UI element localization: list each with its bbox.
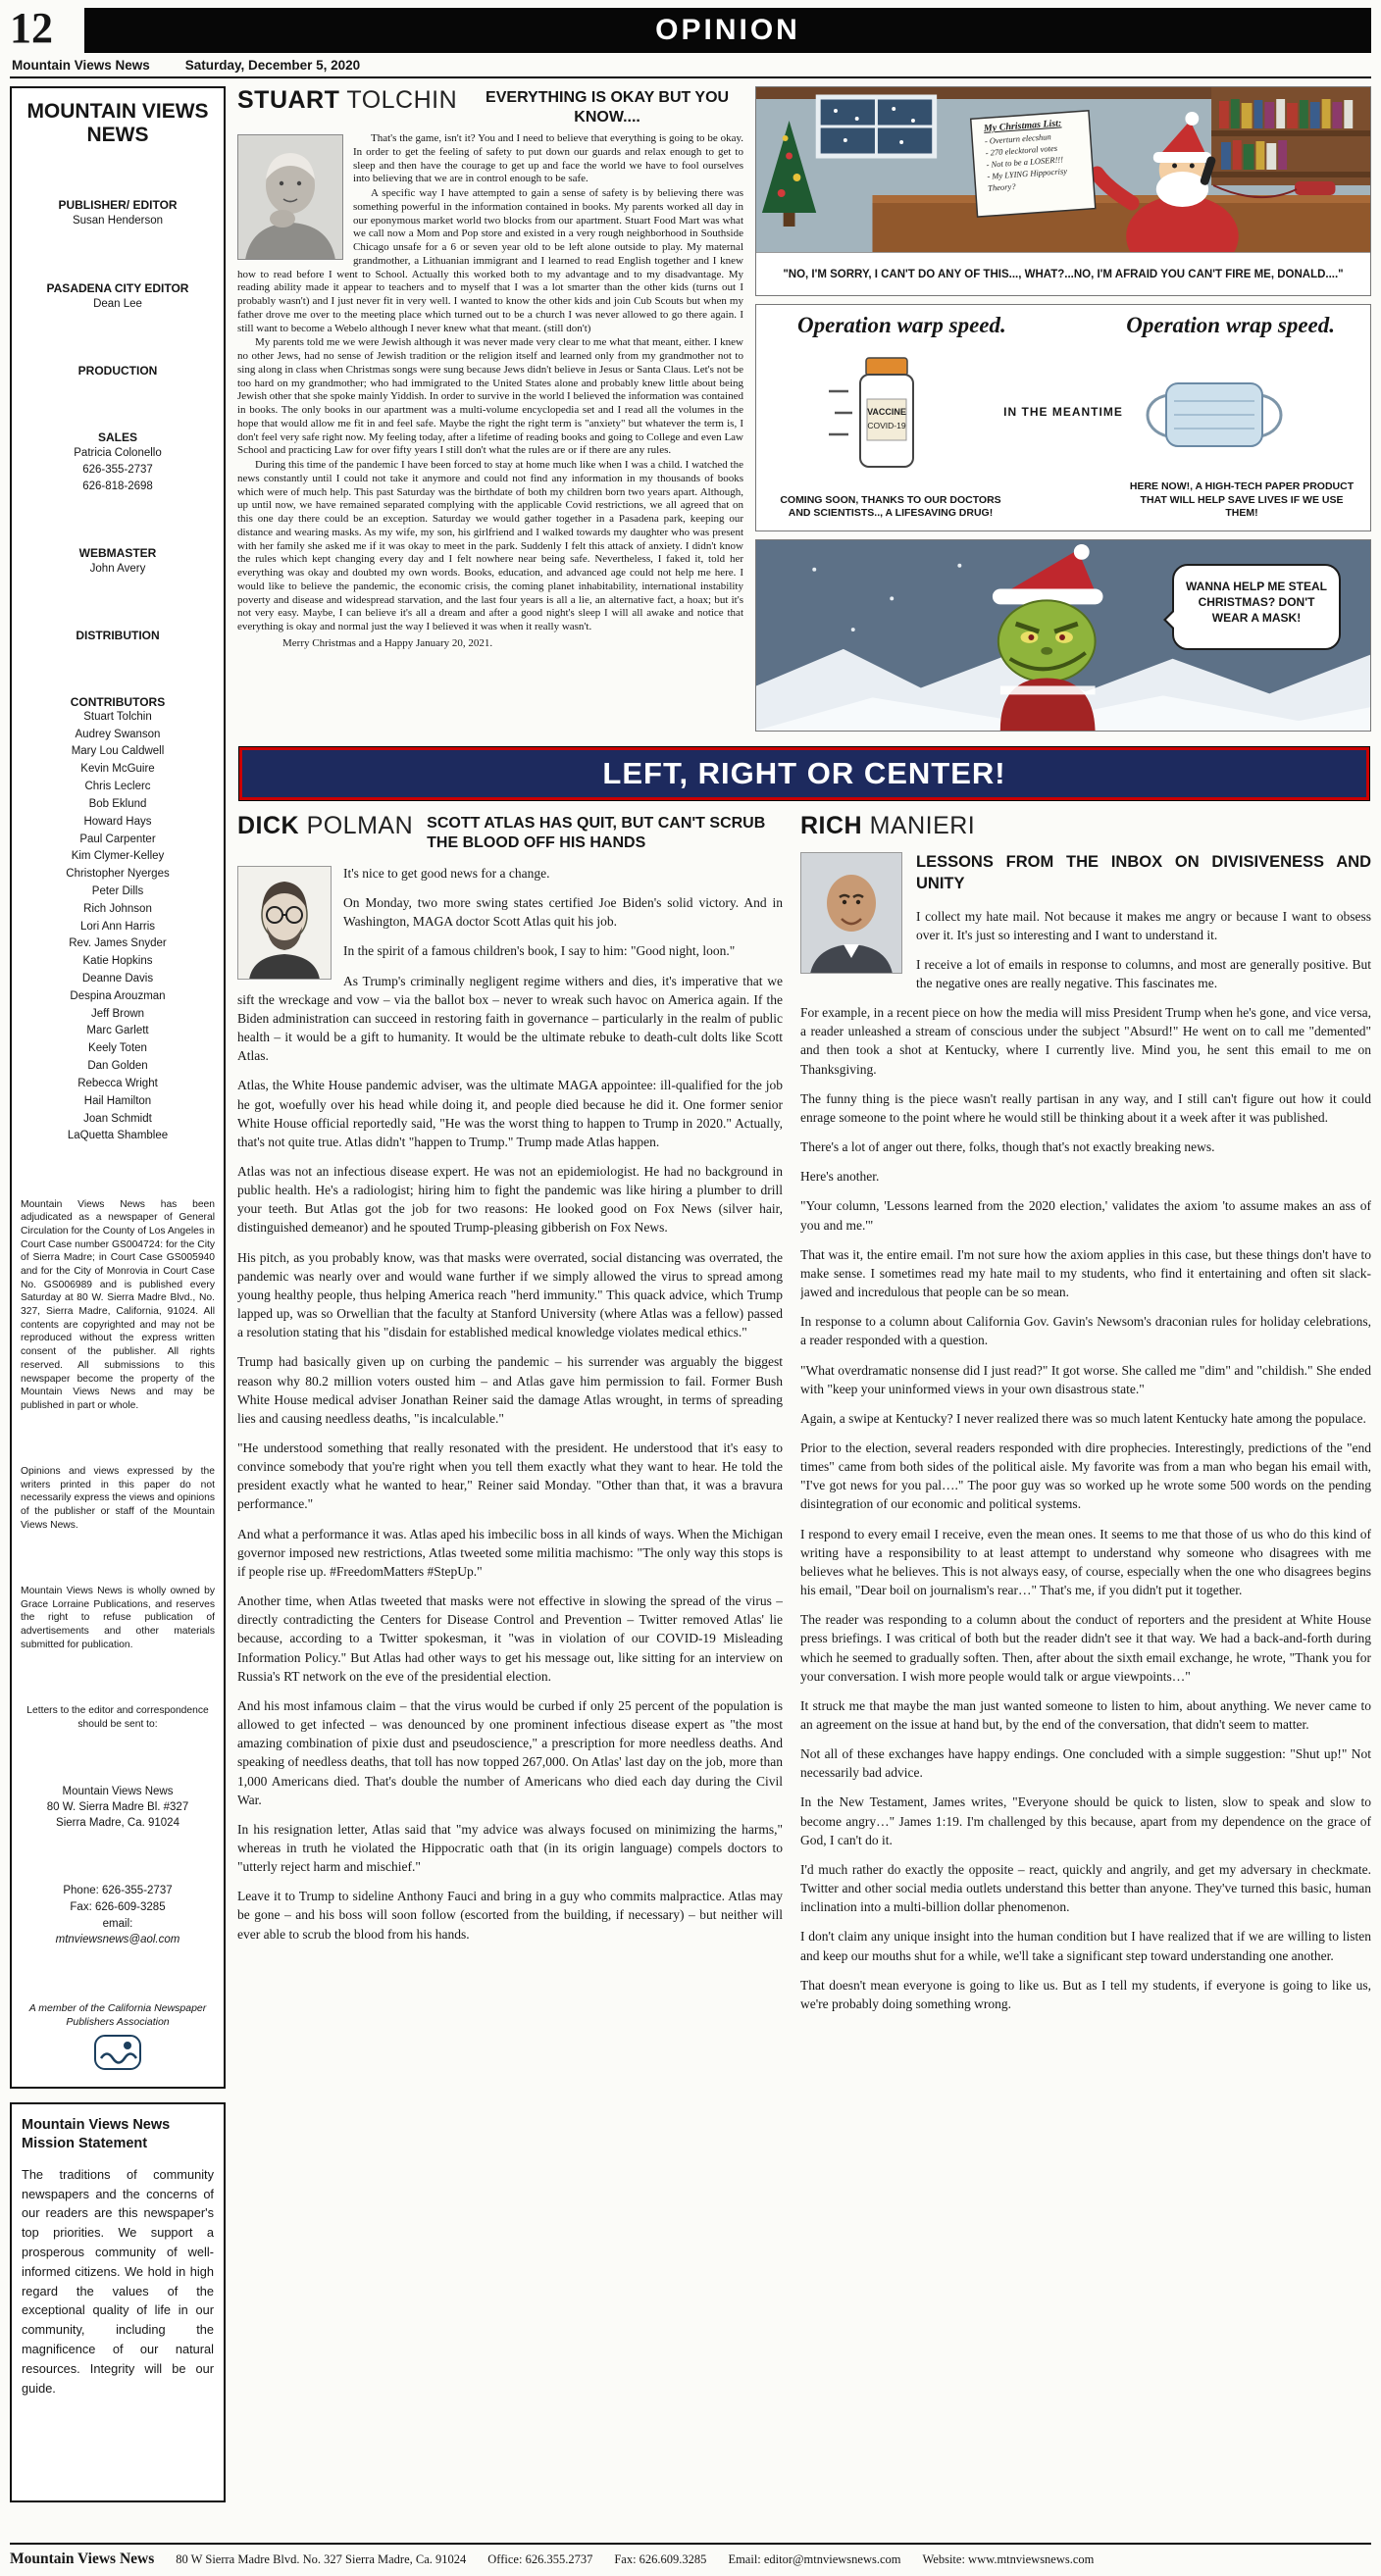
email-label: email: (102, 1917, 133, 1930)
contributor-name: Katie Hopkins (82, 955, 153, 968)
warp-speed-caption: COMING SOON, THANKS TO OUR DOCTORS AND SCIENTISTS.., A LIFESAVING DRUG! (780, 493, 1001, 520)
contributor-name: Rich Johnson (83, 902, 152, 915)
contributor-name: Bob Eklund (88, 797, 147, 810)
body-paragraph: It's nice to get good news for a change. (343, 865, 550, 881)
body-paragraph: Again, a swipe at Kentucky? I never realized there was so much latent Kentucky hate among the populace. (800, 1410, 1366, 1426)
body-paragraph: I'd much rather do exactly the opposite – react, quickly and angrily, and get my adversary in checkmate. Twitter and other social media outlets understand this better than anyone. They've turned this basic, human inclination into a multi-billion dollar phenomenon. (800, 1861, 1371, 1915)
manieri-paragraphs (800, 907, 1371, 2014)
body-paragraph: It struck me that maybe the man just wanted someone to listen to him, about anything. We never came to an agreement on the issue at hand but, by the end of the conversation, that didn't seem to matter. (800, 1697, 1371, 1732)
body-paragraph: For example, in a recent piece on how the media will miss President Trump when he's gone, and vice versa, a reader unleashed a stream of conscious under the subject "Absurd!" He went on to call me "demented" and then took a shot at Kentucky, where I currently live. Mind you, he sent this email to me on Thanksgiving. (800, 1005, 1371, 1077)
body-paragraph: Here's another. (800, 1169, 880, 1185)
legal-text-adjudication: Mountain Views News has been adjudicated as a newspaper of General Circulation for the County of Los Angeles in Court Case number GS004724: for the City of Sierra Madre; in Court Case GS005940 and for the City of Monrovia in Court Case No. GS006989 and is published every Saturday at 80 W. Sierra Madre Blvd., No. 327, Sierra Madre, California, 91024. All contents are copyrighted and may not be reproduced without the express written consent of the publisher. All rights reserved. All submissions to this newspaper become the property of the Mountain Views News and may be published in part or whole. (21, 1198, 215, 1411)
contributor-name: Deanne Davis (81, 973, 154, 985)
author-first-name: DICK (237, 812, 300, 839)
body-paragraph: That doesn't mean everyone is going to like us. But as I tell my students, if everyone is going to like us, we're probably doing something wrong. (800, 1977, 1371, 2011)
contributor-name: Paul Carpenter (79, 833, 156, 845)
body-paragraph: During this time of the pandemic I have been forced to stay at home much like when I was a child. I watched the news constantly until I could not take it anymore and could not find any information in my thousands of books which were of much help. This past Saturday was the birthdate of both my children born two years apart. Although, up until now, we have remained separated complying with the applicable Covid restrictions, we all agreed that on this one day there could be an exception. Saturday we would gather together in a Pasadena park, keeping our distance and wearing masks. As my wife, my son, his girlfriend and I walked towards my daughter who was present with her family she asked me if it was okay to meet in the park. Suddenly I felt this attack of anxiety. I didn't know the rules which kept changing every day and I felt nowhere near being safe. Nevertheless, I faked it, told her everything was okay and doubted my own words. Books, education, and advanced age could not help me here. I would like to believe the pandemic, the economic crisis, the coming planet inhabitability, international instability poverty and disease and widespread starvation, and the last four years is all a lie, an alternative fact, a hoax; but it's not very easy. Maybe, I can believe it's all a dream and after a good night's sleep I will all awake and notice that everything is okay and normal just the way I believed it was when it really wasn't. (237, 459, 743, 633)
body-paragraph: That was it, the entire email. I'm not sure how the axiom applies in this case, but these things don't have to make sense. I sometimes read my hate mail to my students, who find it entertaining and often sit slack-jawed and incredulous that people can be so mean. (800, 1246, 1371, 1300)
page-header (10, 4, 1371, 78)
author-first-name: RICH (800, 812, 863, 839)
contributors-block (21, 695, 215, 1145)
body-paragraph: I collect my hate mail. Not because it makes me angry or because I want to obsess over it. It's just so interesting and I want to understand it. (916, 908, 1371, 942)
polman-column (237, 812, 783, 2491)
contributor-name: Hail Hamilton (83, 1094, 152, 1107)
manieri-body (800, 848, 1371, 2013)
vial-label-line1: VACCINE (867, 407, 906, 417)
vaccine-vial-icon (827, 352, 945, 474)
page-footer (10, 2543, 1371, 2568)
contributor-name: LaQuetta Shamblee (67, 1130, 169, 1142)
body-paragraph: I respond to every email I receive, even the mean ones. It seems to me that those of us who do this kind of writing have a responsibility to at least attempt to understand why someone who disagrees with me believes what he believes. This is not always easy, of course, especially when the one who disagrees begins his email, "Dear boil on journalism's rear…" That's me, if you didn't put it together. (800, 1526, 1371, 1598)
contributor-name: Rebecca Wright (77, 1077, 158, 1089)
contributor-name: Lori Ann Harris (79, 920, 156, 933)
tolchin-closing: Merry Christmas and a Happy January 20, 2021. (282, 636, 493, 649)
meantime-label: IN THE MEANTIME (1003, 405, 1123, 419)
webmaster-name: John Avery (89, 562, 146, 575)
contributors-list (21, 709, 215, 1145)
manieri-column (800, 812, 1371, 2491)
contributor-name: Joan Schmidt (83, 1112, 152, 1125)
grinch-cartoon (755, 539, 1371, 732)
contributor-name: Audrey Swanson (75, 728, 161, 740)
tolchin-column (237, 86, 743, 732)
footer-email: Email: editor@mtnviewsnews.com (728, 2552, 901, 2566)
sales-name: Patricia Colonello (74, 446, 162, 459)
content-area (237, 86, 1371, 2502)
body-paragraph: Not all of these exchanges have happy endings. One concluded with a simple suggestion: "Shut up!" Not necessarily bad advice. (800, 1746, 1371, 1781)
body-paragraph: A specific way I have attempted to gain a sense of safety is by believing there was something powerful in the information contained in books. My parents worked all day in our eponymous market world two blocks from our apartment. Stuart Food Mart was what we call now a Mom and Pop store and existed in a very rough neighborhood in Southside Chicago unsafe for a 6 or seven year old to be left alone outside to play. My maternal grandmother, a Lithuanian immigrant and I learned to read English together and I knew how to read before I went to School. Actually this worked both to my advantage and to my disadvantage. My reading ability made it appear to teachers and to myself that I was a lot smarter than the other kids (turns out I probably wasn't) and I just never fit in very well. I wanted to know the other kids and join Cub Scouts but when my father drove me over to the meeting place which turned out to be a church I was never allowed to go there again. I still want to become a Webelo although I never knew what that meant. (still don't) (237, 187, 743, 334)
sales-block (21, 430, 215, 494)
mission-statement-box (10, 2102, 226, 2502)
christmas-list-item: - 270 elecktoral votes (985, 142, 1058, 158)
masthead-date-line (10, 53, 1371, 78)
author-last-name: TOLCHIN (346, 86, 458, 114)
polman-headline: SCOTT ATLAS HAS QUIT, BUT CAN'T SCRUB THE BLOOD OFF HIS HANDS (427, 815, 766, 852)
body-paragraph: On Monday, two more swing states certified Joe Biden's solid victory. And in Washington, MAGA doctor Scott Atlas quit his job. (343, 895, 783, 930)
wrap-speed-title: Operation wrap speed. (1126, 313, 1335, 337)
body-paragraph: Another time, when Atlas tweeted that masks were not effective in slowing the spread of the virus – directly contradicting the Centers for Disease Control and Prevention – Twitter removed Atlas' lie because, according to a Twitter spokesman, it "was in violation of our COVID-19 Misleading Information Policy." But Atlas had other ways to get his message out, like sitting for an interview on Russia's RT network on the eve of the presidential election. (237, 1593, 783, 1684)
body-paragraph: In the New Testament, James writes, "Everyone should be quick to listen, slow to speak and slow to become angry…" James 1:19. I'm challenged by this because, apart from my dependence on the grace of God, I can't do it. (800, 1794, 1371, 1847)
body-paragraph: And what a performance it was. Atlas aped his imbecilic boss in all kinds of ways. When the Michigan governor imposed new restrictions, Atlas tweeted some militia machismo: "The only way this stops is if people rise up. #FreedomMatters #StepUp." (237, 1526, 783, 1579)
city-editor-label: PASADENA CITY EDITOR (46, 280, 189, 295)
sales-label: SALES (97, 429, 137, 444)
publisher-name: Susan Henderson (72, 215, 164, 227)
contact-block (21, 1883, 215, 1948)
christmas-list-item: - Not to be a LOSER!!! (986, 154, 1064, 170)
warp-wrap-speed-cartoon (755, 304, 1371, 531)
contributors-label: CONTRIBUTORS (70, 694, 166, 709)
left-right-center-banner: LEFT, RIGHT OR CENTER! (239, 747, 1369, 800)
manieri-photo (800, 852, 902, 974)
polman-byline (237, 812, 413, 840)
christmas-list (984, 116, 1097, 194)
polman-photo (237, 866, 332, 980)
contributor-name: Keely Toten (88, 1042, 147, 1055)
body-paragraph: "What overdramatic nonsense did I just read?" It got worse. She called me "dim" and "childish." She ended with "keep your uninformed views in your own disastrous state." (800, 1362, 1371, 1396)
contributor-name: Marc Garlett (86, 1025, 149, 1037)
address-line: 80 W. Sierra Madre Bl. #327 (46, 1800, 189, 1813)
tolchin-body (237, 132, 743, 727)
body-paragraph: Prior to the election, several readers responded with dire prophecies. Interestingly, predictions of the "end times" came from both sides of the political aisle. My favorite was from a man who began his email with, "I've got news for you pal…." The poor guy was so worked up he wrote some 500 words on the pending disintegration of our economic and political systems. (800, 1440, 1371, 1512)
fax-number: Fax: 626-609-3285 (70, 1901, 166, 1914)
christmas-list-title: My Christmas List: (983, 118, 1062, 134)
footer-website: Website: www.mtnviewsnews.com (922, 2552, 1095, 2566)
cartoons-column (755, 86, 1371, 732)
grinch-speech-bubble: WANNA HELP ME STEAL CHRISTMAS? DON'T WEAR A MASK! (1172, 564, 1341, 650)
city-editor-name: Dean Lee (93, 297, 142, 310)
contributor-name: Despina Arouzman (70, 989, 166, 1002)
contributor-name: Howard Hays (83, 815, 152, 828)
christmas-list-items (985, 128, 1097, 194)
body-paragraph: And his most infamous claim – that the virus would be curbed if only 25 percent of the population is allowed to get infected – was denounced by one prominent infectious disease expert as "the most amazing combination of pixie dust and pseudoscience," a prescription for more needless deaths. And speaking of needless deaths, that toll has now topped 267,000. On Atlas' last day on the job, more than 1,000 Americans died. That's double the number of Americans who died each day during the Civil War. (237, 1697, 783, 1807)
sales-phone-1: 626-355-2737 (82, 463, 153, 476)
letters-note: Letters to the editor and correspondence should be sent to: (26, 1704, 209, 1730)
contributor-name: Dan Golden (87, 1060, 148, 1073)
contributor-name: Chris Leclerc (84, 781, 151, 793)
body-paragraph: I receive a lot of emails in response to columns, and most are generally positive. But the negative ones are really negative. This fascinates me. (916, 956, 1371, 990)
wrap-speed-caption: HERE NOW!, A HIGH-TECH PAPER PRODUCT THAT WILL HELP SAVE LIVES IF WE USE THEM! (1129, 480, 1355, 520)
webmaster-block (21, 546, 215, 577)
tolchin-headline: EVERYTHING IS OKAY BUT YOU KNOW.... (486, 89, 730, 126)
vial-label-line2: COVID-19 (867, 421, 906, 430)
body-paragraph: The funny thing is the piece wasn't really partisan in any way, and I still can't figure out how it could enrage someone to the point where he would still be thinking about it a week after it was published. (800, 1090, 1371, 1125)
contributor-name: Kim Clymer-Kelley (71, 850, 165, 863)
legal-text-ownership: Mountain Views News is wholly owned by Grace Lorraine Publications, and reserves the right to refuse publication of advertisements and other materials submitted for publication. (21, 1585, 215, 1650)
body-paragraph: In his resignation letter, Atlas said that "my advice was always focused on minimizing the harms," whereas in truth he violated the Hippocratic oath that (in its origin language) compels doctors to "utterly reject harm and mischief." (237, 1821, 783, 1875)
body-paragraph: His pitch, as you probably know, was that masks were overrated, social distancing was overrated, the pandemic was nearly over and would wane further if we simply allowed the virus to spread among young healthy people, thus helping America reach "herd immunity." This quack advice, which Trump lapped up, was so Orwellian that the faculty at Stanford University (where Atlas was a fellow) passed a resolution stating that his "disdain for established medical knowledge violates medical ethics." (237, 1249, 783, 1340)
legal-text-opinions: Opinions and views expressed by the writers printed in this paper do not necessarily express the views and opinions of the publisher or staff of the Mountain Views News. (21, 1466, 215, 1531)
footer-masthead: Mountain Views News (10, 2551, 155, 2567)
distribution-label: DISTRIBUTION (76, 629, 160, 643)
manieri-headline: LESSONS FROM THE INBOX ON DIVISIVENESS AND UNITY (916, 853, 1371, 892)
mission-title: Mountain Views News Mission Statement (22, 2117, 171, 2151)
section-banner: OPINION (84, 8, 1371, 53)
contributor-name: Stuart Tolchin (83, 710, 152, 723)
cnpa-logo-icon (94, 2035, 141, 2070)
mission-text: The traditions of community newspapers and the concerns of our readers are this newspaper's top priorities. We support a prosperous community of well-informed citizens. We hold in high regard the values of the exceptional quality of life in our community, including the magnificence of our natural resources. Integrity will be our guide. (22, 2166, 214, 2396)
body-paragraph: "Your column, 'Lessons learned from the 2020 election,' validates the axiom 'to assume makes an ass of you and me.'" (800, 1198, 1371, 1233)
staff-box (10, 86, 226, 2089)
body-paragraph: "He understood something that really resonated with the president. He understood that it's easy to convince somebody that you're right when you tell them exactly what they want to hear. He told the president exactly what he wanted to hear," Reiner said Monday. "Other than that, it was a bravura performance." (237, 1440, 783, 1512)
body-paragraph: Trump had basically given up on curbing the pandemic – his surrender was arguably the biggest reason why 80.2 million voters ousted him – and Atlas gave him permission to fail. Former Bush White House medical adviser Jonathan Reiner said the damage Atlas wrought, in terms of spreading lies and causing needless deaths, "is incalculable." (237, 1354, 783, 1426)
phone-number: Phone: 626-355-2737 (63, 1885, 173, 1897)
polman-paragraphs (237, 864, 783, 1944)
body-paragraph: In the spirit of a famous children's book, I say to him: "Good night, loon." (343, 943, 736, 959)
sidebar-masthead: MOUNTAIN VIEWS NEWS (26, 100, 209, 146)
body-paragraph: My parents told me we were Jewish although it was never made very clear to me what that meant, either. I knew no other Jews, had no sense of Jewish tradition or the religion itself and learned only from my grandmother not to sing along in class when Christmas songs were sung because Jews didn't believe in Jesus or Santa Claus. Let's not be too hard on my grandmother; who had immigrated to the United States alone and probably knew little about being Jewish other that she spoke mainly Yiddish. In order to survive in the world I believed the information was contained in books. The only books in our apartment was a multi-volume encyclopedia set and I read all the volumes in the hope that would allow me fit in and feel safe. Maybe the right the right term is "anxiety" but whatever the term is, I don't feel very safe right now. My feeling today, after a lifetime of reading books and going to College and even Law School and practicing Law for over fifty years I still don't what the rules are or if there are any rules. (237, 336, 743, 457)
publisher-block (21, 198, 215, 228)
body-paragraph: In response to a column about California Gov. Gavin's Newsom's draconian rules for holiday celebrations, a reader responded with a question. (800, 1314, 1371, 1348)
page-number: 12 (10, 4, 53, 52)
cnpa-membership (21, 2001, 215, 2075)
contributor-name: Rev. James Snyder (69, 937, 167, 950)
address-line: Mountain Views News (62, 1785, 174, 1797)
contributor-name: Kevin McGuire (80, 763, 155, 776)
author-last-name: MANIERI (869, 812, 976, 839)
city-editor-block (21, 281, 215, 312)
body-paragraph: Leave it to Trump to sideline Anthony Fauci and bring in a guy who commits malpractice. Atlas may be gone – and his boss will soon follow (escorted from the building, if necessary) – but neither will ever able to scrub the blood from his hands. (237, 1889, 783, 1942)
christmas-list-item: - Overturn elecshun (984, 131, 1052, 146)
cnpa-member-text: A member of the California Newspaper Publishers Association (28, 2001, 207, 2028)
santa-cartoon-caption: "NO, I'M SORRY, I CAN'T DO ANY OF THIS..., WHAT?...NO, I'M AFRAID YOU CAN'T FIRE ME, DONALD...." (756, 252, 1370, 295)
contributor-name: Jeff Brown (90, 1007, 145, 1020)
tolchin-photo (237, 134, 343, 260)
webmaster-label: WEBMASTER (78, 545, 157, 560)
publisher-label: PUBLISHER/ EDITOR (58, 198, 178, 213)
body-paragraph: Atlas was not an infectious disease expert. He was not an epidemiologist. He had no background in public health. He's a radiologist; hiring him to fight the pandemic was like hiring a plumber to drill your teeth. But Atlas got the job for two reasons: He looked good on Fox News (silver hair, distinguished demeanor) and he spouted Trump-pleasing gibberish on Fox News. (237, 1163, 783, 1236)
production-label: PRODUCTION (77, 364, 158, 379)
warp-speed-title: Operation warp speed. (797, 313, 1006, 337)
body-paragraph: I don't claim any unique insight into the human condition but I have realized that if we are willing to listen and keep our mouths shut for a while, we'll take a significant step toward understanding one another. (800, 1929, 1371, 1963)
author-first-name: STUART (237, 86, 340, 114)
issue-date: Saturday, December 5, 2020 (184, 58, 361, 73)
face-mask-icon (1131, 366, 1298, 464)
tolchin-byline (237, 86, 457, 115)
body-paragraph: There's a lot of anger out there, folks, though that's not exactly breaking news. (800, 1139, 1215, 1155)
masthead-title: Mountain Views News (12, 58, 150, 73)
body-paragraph: The reader was responding to a column about the conduct of reporters and the president at White House press briefings. I was critical of both but the reader didn't see it that way. We had a back-and-forth during which he seemed to gradually soften. Then, after about the sixth email exchange, he wrote, "Thank you for your conversation. I wish more people would talk or argue viewpoints…" (800, 1612, 1371, 1684)
address-line: Sierra Madre, Ca. 91024 (56, 1816, 179, 1829)
manieri-byline (800, 812, 1371, 840)
email-address: mtnviewsnews@aol.com (55, 1934, 180, 1946)
contributor-name: Peter Dills (91, 884, 144, 897)
mailing-address (21, 1784, 215, 1831)
santa-cartoon (755, 86, 1371, 296)
contributor-name: Mary Lou Caldwell (71, 745, 165, 758)
body-paragraph: That's the game, isn't it? You and I need to believe that everything is going to be okay. In order to get the feeling of safety to put down our guards and relax enough to get to sleep and then have the courage to get up and face the world we have to fool ourselves into believing that we are in control enough to be safe. (353, 132, 743, 185)
footer-office-phone: Office: 626.355.2737 (487, 2552, 593, 2566)
footer-fax: Fax: 626.609.3285 (614, 2552, 707, 2566)
body-paragraph: As Trump's criminally negligent regime withers and dies, it's imperative that we sift the wreckage and vow – via the ballot box – never to wreak such havoc on America again. If the Biden administration can succeed in restoring faith in governance – particularly in the realm of public health – it would be a gift to humanity. It would be the ultimate rebuke to death-cult dolts like Scott Atlas. (237, 973, 783, 1064)
footer-address: 80 W Sierra Madre Blvd. No. 327 Sierra Madre, Ca. 91024 (176, 2552, 467, 2566)
body-paragraph: Atlas, the White House pandemic adviser, was the ultimate MAGA appointee: ill-qualified for the job he got, woefully over his head while doing it, and people died because he did it. One former senior White House official reportedly said, "He was the worst thing to happen to Trump in 2020." Actually, that's not quite true. Atlas didn't "happen to Trump." Trump made Atlas happen. (237, 1078, 783, 1149)
sales-phone-2: 626-818-2698 (82, 480, 153, 492)
sidebar (10, 86, 226, 2502)
christmas-list-item: - My LYING Hippocrisy Theory? (987, 165, 1068, 193)
polman-body (237, 864, 783, 1944)
contributor-name: Christopher Nyerges (66, 868, 170, 881)
author-last-name: POLMAN (306, 812, 414, 839)
